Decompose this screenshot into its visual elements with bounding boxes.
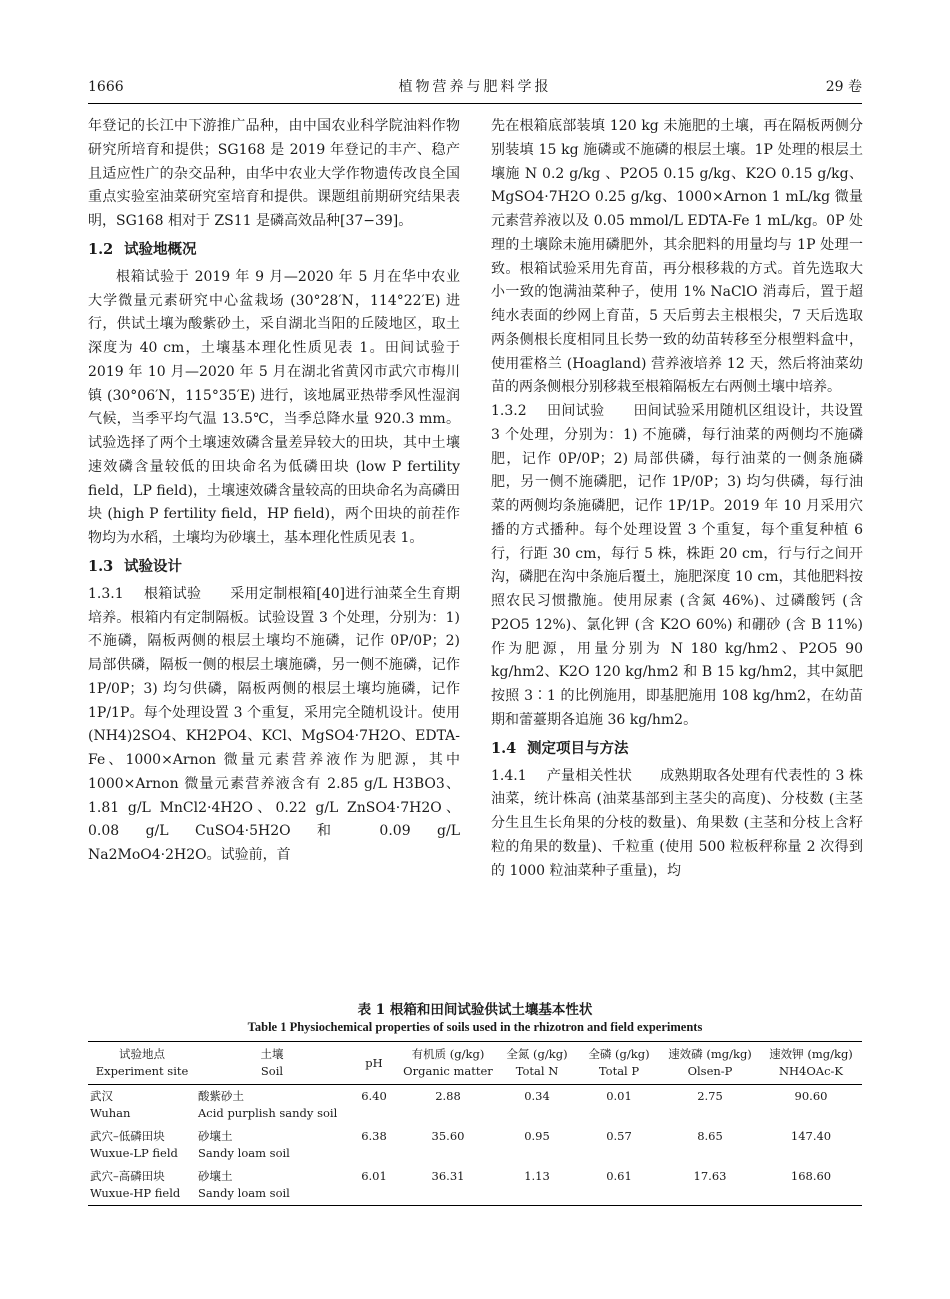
right-column <box>491 115 863 883</box>
field-paragraph <box>491 400 863 733</box>
cell-tp: 0.57 <box>606 1129 632 1143</box>
col-header-total-n: 全氮 (g/kg) Total N <box>506 1047 568 1078</box>
section-number: 1.4 <box>491 739 517 757</box>
cell-k: 168.60 <box>790 1169 832 1183</box>
subsection-title: 田间试验 <box>546 403 605 419</box>
cell-k: 90.60 <box>794 1089 828 1103</box>
cell-tp: 0.61 <box>606 1169 632 1183</box>
col-header-ph: pH <box>365 1055 383 1070</box>
table-row <box>88 1085 862 1126</box>
subsection-heading-1-4-1 <box>491 768 632 784</box>
volume-label: 29 卷 <box>825 79 862 95</box>
section-title: 测定项目与方法 <box>527 739 629 757</box>
cell-soil: 酸紫砂土 Acid purplish sandy soil <box>198 1089 338 1120</box>
cell-soil: 砂壤土 Sandy loam soil <box>198 1129 290 1160</box>
soil-properties-table <box>88 1041 862 1206</box>
cell-soil: 砂壤土 Sandy loam soil <box>198 1169 290 1200</box>
table-row <box>88 1165 862 1206</box>
table-caption-zh: 表 1 根箱和田间试验供试土壤基本性状 <box>357 1002 593 1018</box>
cell-site: 武汉 Wuhan <box>90 1089 131 1120</box>
header-rule <box>88 103 862 104</box>
cell-tp: 0.01 <box>606 1089 632 1103</box>
subsection-number: 1.4.1 <box>491 767 527 784</box>
cell-site: 武穴–高磷田块 Wuxue-HP field <box>90 1169 181 1200</box>
cell-ph: 6.01 <box>361 1169 387 1183</box>
cell-om: 36.31 <box>431 1169 465 1183</box>
col-header-nh4oac-k: 速效钾 (mg/kg) NH4OAc-K <box>769 1047 853 1078</box>
table-row <box>88 1125 862 1165</box>
cell-olsen: 2.75 <box>697 1089 723 1103</box>
site-paragraph: 根箱试验于 2019 年 9 月—2020 年 5 月在华中农业大学微量元素研究中心盆栽场 (30°28′N，114°22′E) 进行，供试土壤为酸紫砂土，采自湖北当阳的丘陵地区，取土深度为 40 cm，土壤基本理化性质见表 1。田间试验于 2019 年 10 月—2020 年 5 月在湖北省黄冈市武穴市梅川镇 (30°06′N，115°35′E) 进行，该地属亚热带季风性湿润气候，当季平均气温 13.5℃，当季总降水量 920.3 mm。试验选择了两个土壤速效磷含量差异较大的田块，其中土壤速效磷含量较低的田块命名为低磷田块 (low P fertility field，LP field)，土壤速效磷含量较高的田块命名为高磷田块 (high P fertility field，HP field)，两个田块的前茬作物均为水稻，土壤均为砂壤土，基本理化性质见表 1。 <box>88 268 460 546</box>
cell-tn: 0.95 <box>524 1129 550 1143</box>
cell-olsen: 17.63 <box>693 1169 727 1183</box>
intro-paragraph: 年登记的长江中下游推广品种，由中国农业科学院油料作物研究所培育和提供；SG168 是 2019 年登记的丰产、稳产且适应性广的杂交品种，由华中农业大学作物遗传改良全国重点实验室油菜研究室培育和提供。课题组前期研究结果表明，SG168 相对于 ZS11 是磷高效品种[37−39]。 <box>88 118 460 229</box>
cell-ph: 6.38 <box>361 1129 387 1143</box>
table-header-row <box>88 1042 862 1085</box>
cell-om: 35.60 <box>431 1129 465 1143</box>
section-heading-1-4 <box>491 737 863 761</box>
cell-olsen: 8.65 <box>697 1129 723 1143</box>
subsection-title: 根箱试验 <box>143 585 202 602</box>
subsection-heading-1-3-2 <box>491 403 605 419</box>
section-title: 试验设计 <box>124 557 182 575</box>
col-header-organic-matter: 有机质 (g/kg) Organic matter <box>403 1047 493 1078</box>
subsection-number: 1.3.2 <box>491 403 527 419</box>
cell-k: 147.40 <box>790 1129 832 1143</box>
rhizotron-paragraph <box>88 583 460 868</box>
section-heading-1-3 <box>88 555 460 579</box>
col-header-soil: 土壤 Soil <box>260 1047 284 1078</box>
cell-om: 2.88 <box>435 1089 461 1103</box>
subsection-title: 产量相关性状 <box>546 767 633 784</box>
rhizotron-text: 采用定制根箱[40]进行油菜全生育期培养。根箱内有定制隔板。试验设置 3 个处理，分别为：1) 不施磷，隔板两侧的根层土壤均不施磷，记作 0P/0P；2) 局部供磷，隔板一侧的根层土壤施磷，另一侧不施磷，记作 1P/0P；3) 均匀供磷，隔板两侧的根层土壤均施磷，记作 1P/1P。每个处理设置 3 个重复，采用完全随机设计。使用 (NH4)2SO4、KH2PO4、KCl、MgSO4·7H2O、EDTA-Fe、1000×Arnon 微量元素营养液作为肥源，其中 1000×Arnon 微量元素营养液含有 2.85 g/L H3BO3、1.81 g/L MnCl2·4H2O、0.22 g/L ZnSO4·7H2O、0.08 g/L CuSO4·5H2O 和 0.09 g/L Na2MoO4·2H2O。试验前，首 <box>88 585 460 863</box>
yield-text: 成熟期取各处理有代表性的 3 株油菜，统计株高 (油菜基部到主茎尖的高度)、分枝数 (主茎分生且生长角果的分枝的数量)、角果数 (主茎和分枝上含籽粒的角果的数量)、千粒重 (使用 500 粒板秤称量 2 次得到的 1000 粒油菜种子重量)，均 <box>491 767 864 879</box>
subsection-heading-1-3-1 <box>88 586 201 602</box>
col-header-total-p: 全磷 (g/kg) Total P <box>588 1047 650 1078</box>
section-title: 试验地概况 <box>124 240 197 258</box>
subsection-number: 1.3.1 <box>88 585 124 602</box>
col-header-olsen-p: 速效磷 (mg/kg) Olsen-P <box>668 1047 752 1078</box>
field-text: 田间试验采用随机区组设计，共设置 3 个处理，分别为：1) 不施磷，每行油菜的两侧均不施磷肥，记作 0P/0P；2) 局部供磷，每行油菜的一侧条施磷肥，另一侧不施磷肥，记作 1P/0P；3) 均匀供磷，每行油菜的两侧均条施磷肥，记作 1P/1P。2019 年 10 月采用穴播的方式播种。每个处理设置 3 个重复，每个重复种植 6 行，行距 30 cm，每行 5 株，株距 20 cm，行与行之间开沟，磷肥在沟中条施后覆土，施肥深度 10 cm，其他肥料按照农民习惯撒施。使用尿素 (含氮 46%)、过磷酸钙 (含 P2O5 12%)、氯化钾 (含 K2O 60%) 和硼砂 (含 B 11%) 作为肥源，用量分别为 N 180 kg/hm2、P2O5 90 kg/hm2、K2O 120 kg/hm2 和 B 15 kg/hm2，其中氮肥按照 3∶1 的比例施用，即基肥施用 108 kg/hm2，在幼苗期和蕾薹期各追施 36 kg/hm2。 <box>491 403 864 728</box>
page-number: 1666 <box>88 79 124 95</box>
table-caption-en: Table 1 Physiochemical properties of soils used in the rhizotron and field experiments <box>247 1020 703 1034</box>
col-header-site: 试验地点 Experiment site <box>95 1047 189 1078</box>
yield-paragraph <box>491 765 863 884</box>
cell-tn: 1.13 <box>524 1169 550 1183</box>
journal-title: 植物营养与肥料学报 <box>398 79 552 95</box>
section-number: 1.2 <box>88 240 114 258</box>
cell-ph: 6.40 <box>361 1089 387 1103</box>
left-column <box>88 115 460 868</box>
section-heading-1-2 <box>88 238 460 262</box>
continuation-paragraph: 先在根箱底部装填 120 kg 未施肥的土壤，再在隔板两侧分别装填 15 kg 施磷或不施磷的根层土壤。1P 处理的根层土壤施 N 0.2 g/kg 、P2O5 0.15 g/kg、K2O 0.15 g/kg、MgSO4·7H2O 0.25 g/kg、1000×Arnon 1 mL/kg 微量元素营养液以及 0.05 mmol/L EDTA-Fe 1 mL/kg。0P 处理的土壤除未施用磷肥外，其余肥料的用量均与 1P 处理一致。根箱试验采用先育苗，再分根移栽的方式。首先选取大小一致的饱满油菜种子，使用 1% NaClO 消毒后，置于超纯水表面的纱网上育苗，5 天后剪去主根根尖，7 天后选取两条侧根长度相同且长势一致的幼苗转移至分根塑料盒中，使用霍格兰 (Hoagland) 营养液培养 12 天，然后将油菜幼苗的两条侧根分别移栽至根箱隔板左右两侧土壤中培养。 <box>491 118 863 396</box>
running-header <box>88 76 862 98</box>
cell-site: 武穴–低磷田块 Wuxue-LP field <box>90 1129 178 1160</box>
cell-tn: 0.34 <box>524 1089 550 1103</box>
section-number: 1.3 <box>88 557 114 575</box>
